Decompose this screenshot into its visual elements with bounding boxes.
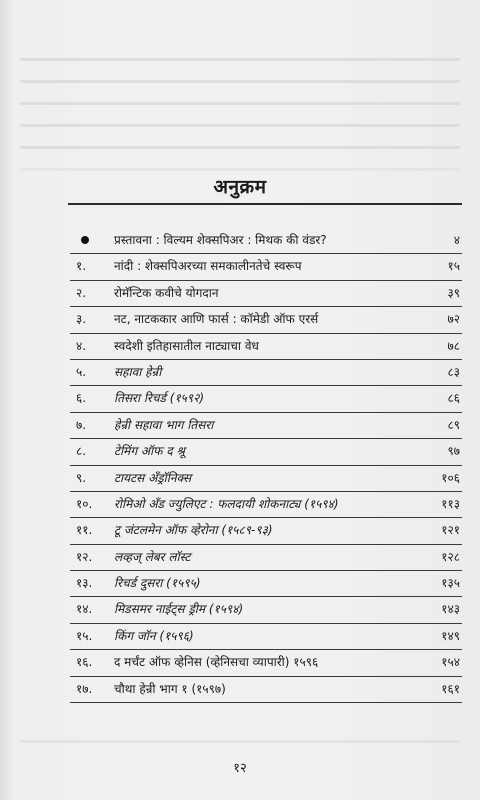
bleed-through-line	[20, 146, 460, 149]
toc-entry-label: टायटस अँड्रॉनिक्स	[114, 470, 192, 485]
toc-entry[interactable]	[70, 518, 462, 544]
toc-entry[interactable]	[70, 677, 462, 703]
toc-entry-page: १६१	[441, 681, 460, 696]
toc-entry-page: ९७	[447, 444, 460, 459]
toc-entry[interactable]	[70, 439, 462, 465]
page-title: अनुक्रम	[213, 176, 267, 198]
bleed-through-line	[20, 58, 460, 61]
toc-entry-number: ७.	[76, 417, 87, 432]
toc-entry-page: ७८	[447, 338, 460, 353]
toc-entry[interactable]	[70, 281, 462, 307]
toc-entry-page: १५	[447, 259, 460, 274]
toc-entry-label: नांदी : शेक्सपिअरच्या समकालीनतेचे स्वरूप	[114, 259, 302, 274]
toc-entry-number: १७.	[76, 681, 93, 696]
toc-entry-page: १४९	[441, 628, 460, 643]
toc-entry-number: ९.	[76, 470, 87, 485]
toc-entry[interactable]	[70, 413, 462, 439]
toc-entry[interactable]	[70, 466, 462, 492]
toc-entry-page: ८६	[447, 391, 460, 406]
toc-entry-label: स्वदेशी इतिहासातील नाट्याचा वेध	[114, 338, 259, 353]
toc-entry-page: १०६	[441, 470, 460, 485]
toc-entry-page: १३५	[441, 576, 460, 591]
toc-entry-intro[interactable]	[70, 228, 462, 254]
toc-entry-label: रोमॅन्टिक कवीचे योगदान	[114, 285, 219, 300]
toc-entry-page: ३९	[447, 285, 460, 300]
toc-entry-number: १५.	[76, 628, 93, 643]
toc-entry-number: ५.	[76, 364, 87, 379]
toc-entry[interactable]	[70, 545, 462, 571]
toc-entry-page: ११३	[441, 496, 460, 511]
toc-entry-label: लव्हज् लेबर लॉस्ट	[114, 549, 191, 564]
toc-entry-page: १२१	[441, 523, 460, 538]
toc-entry-label: चौथा हेन्री भाग १ (१५९७)	[114, 681, 226, 696]
toc-entry-label: प्रस्तावना : विल्यम शेक्सपिअर : मिथक की वंडर?	[114, 233, 327, 247]
page-number: १२	[233, 761, 247, 776]
toc-entry-number: १.	[76, 259, 87, 274]
bullet-icon	[81, 236, 89, 244]
toc-entry-page: १४३	[441, 602, 460, 617]
toc-entry-label: नट, नाटककार आणि फार्स : कॉमेडी ऑफ एरर्स	[114, 312, 319, 327]
toc-entry-label: रिचर्ड दुसरा (१५९५)	[114, 576, 201, 591]
toc-entry-number: ८.	[76, 444, 87, 459]
toc-entry-label: रोमिओ अँड ज्युलिएट : फलदायी शोकनाट्य (१५९४)	[114, 496, 339, 511]
toc-entry[interactable]	[70, 360, 462, 386]
toc-entry-number: २.	[76, 285, 87, 300]
bleed-through-line	[20, 168, 460, 171]
toc-entry-number: ३.	[76, 312, 87, 327]
toc-entry-number: १२.	[76, 549, 93, 564]
toc-entry[interactable]	[70, 386, 462, 412]
toc-entry[interactable]	[70, 254, 462, 280]
toc-entry-label: किंग जॉन (१५९६)	[114, 628, 194, 643]
toc-entry-label: टू जंटलमेन ऑफ व्हेरोना (१५८९-९३)	[114, 523, 273, 538]
toc-entry-number: ६.	[76, 391, 87, 406]
toc-entry-number: १६.	[76, 655, 93, 670]
bleed-through-line	[20, 80, 460, 83]
bleed-through-line	[20, 740, 460, 743]
toc-entry[interactable]	[70, 334, 462, 360]
title-divider	[68, 203, 462, 205]
toc-entry-number: १३.	[76, 576, 93, 591]
toc-entry-label: टेमिंग ऑफ द श्रू	[114, 444, 185, 459]
toc-entry-page: ४	[453, 233, 460, 247]
toc-entry-page: १२८	[441, 549, 460, 564]
toc-entry-label: द मर्चंट ऑफ व्हेनिस (व्हेनिसचा व्यापारी) १५९६	[114, 655, 319, 670]
toc-entry-number: १०.	[76, 496, 93, 511]
toc-entry-number: १४.	[76, 602, 93, 617]
toc-entry-page: ७२	[447, 312, 460, 327]
toc-entry[interactable]	[70, 597, 462, 623]
toc-entry-page: १५४	[441, 655, 460, 670]
toc-entry[interactable]	[70, 650, 462, 676]
toc-entry-label: सहावा हेन्री	[114, 364, 162, 379]
toc-entry[interactable]	[70, 492, 462, 518]
toc-entry-label: मिडसमर नाईट्स ड्रीम (१५९४)	[114, 602, 244, 617]
bleed-through-line	[20, 102, 460, 105]
toc-entry[interactable]	[70, 624, 462, 650]
toc-entry-page: ८३	[447, 364, 460, 379]
table-of-contents	[70, 228, 462, 703]
toc-entry[interactable]	[70, 571, 462, 597]
toc-entry-page: ८९	[447, 417, 460, 432]
toc-entry-label: हेन्री सहावा भाग तिसरा	[114, 417, 214, 432]
toc-entry-number: ४.	[76, 338, 87, 353]
toc-entry-label: तिसरा रिचर्ड (१५९२)	[114, 391, 205, 406]
toc-entry[interactable]	[70, 307, 462, 333]
toc-entry-number: ११.	[76, 523, 93, 538]
bleed-through-line	[20, 124, 460, 127]
